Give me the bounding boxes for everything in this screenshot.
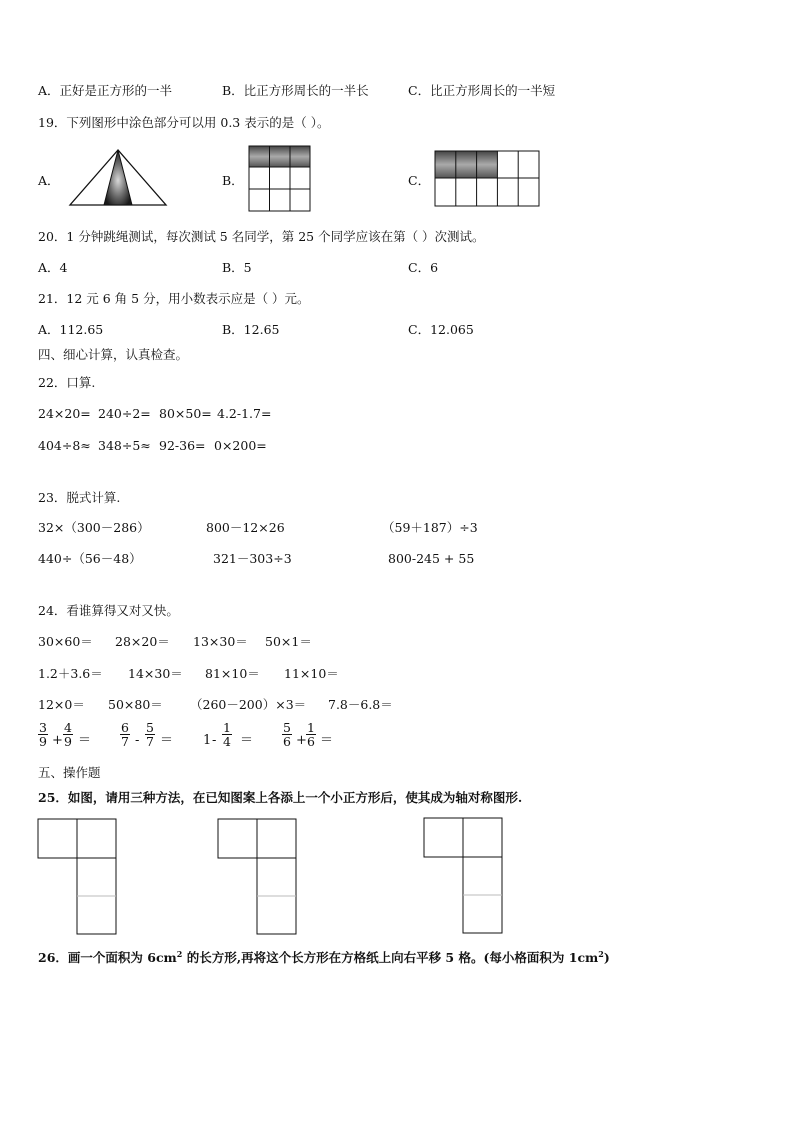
q21-option-c: C．12.065 — [408, 322, 474, 337]
fraction: 5 7 — [146, 720, 154, 749]
q20-option-b: B．5 — [222, 260, 252, 275]
q19-option-b-label: B． — [222, 173, 244, 188]
q21-option-b: B．12.65 — [222, 322, 280, 337]
equals-sign: ＝ — [78, 733, 92, 748]
q18-option-b: B．比正方形周长的一半长 — [222, 83, 369, 98]
q24-item: 81×10＝ — [205, 666, 260, 681]
equals-sign: ＝ — [160, 733, 174, 748]
fraction: 1 6 — [307, 720, 315, 749]
q24-item: 14×30＝ — [128, 666, 183, 681]
q20-option-a: A．4 — [38, 260, 68, 275]
fraction: 5 6 — [283, 720, 291, 749]
q22-item: 348÷5≈ — [98, 438, 151, 453]
q24-item: 50×1＝ — [265, 634, 312, 649]
q24-item: 50×80＝ — [108, 697, 163, 712]
q25-figure-3 — [423, 817, 505, 935]
q24-item: 11×10＝ — [284, 666, 339, 681]
q23-item: 440÷（56－48） — [38, 551, 142, 566]
q24-item: 12×0＝ — [38, 697, 85, 712]
fraction: 3 9 — [39, 720, 47, 749]
q22-item: 92-36= — [159, 438, 206, 453]
q19-stem: 19．下列图形中涂色部分可以用 0.3 表示的是（ ）。 — [38, 115, 330, 130]
q22-item: 404÷8≈ — [38, 438, 91, 453]
fraction: 1 4 — [223, 720, 231, 749]
q24-item: （260－200）×3＝ — [190, 697, 307, 712]
q25-figure-1 — [37, 818, 119, 936]
operator: + — [296, 733, 307, 748]
q18-option-a: A．正好是正方形的一半 — [38, 83, 173, 98]
q19-option-a-label: A． — [38, 173, 60, 188]
q24-item: 7.8－6.8＝ — [328, 697, 393, 712]
equals-sign: ＝ — [320, 733, 334, 748]
q23-item: 800-245 + 55 — [388, 551, 475, 566]
q24-item: 13×30＝ — [193, 634, 248, 649]
q20-option-c: C．6 — [408, 260, 439, 275]
q24-item: 1.2＋3.6＝ — [38, 666, 103, 681]
q23-stem: 23．脱式计算. — [38, 490, 121, 505]
fraction: 4 9 — [64, 720, 72, 749]
q24-item: 28×20＝ — [115, 634, 170, 649]
q23-item: 800－12×26 — [206, 520, 285, 535]
shaded-triangle-figure — [68, 148, 168, 208]
q23-item: 321－303÷3 — [213, 551, 292, 566]
fraction: 6 7 — [121, 720, 129, 749]
q20-stem: 20．1 分钟跳绳测试，每次测试 5 名同学，第 25 个同学应该在第（ ）次测试。 — [38, 229, 485, 244]
q22-stem: 22．口算. — [38, 375, 96, 390]
shaded-grid-3x3-figure — [248, 145, 312, 213]
q21-option-a: A．112.65 — [38, 322, 104, 337]
section-5-heading: 五、操作题 — [38, 765, 101, 780]
q21-stem: 21．12 元 6 角 5 分，用小数表示应是（ ）元。 — [38, 291, 310, 306]
q24-item: 30×60＝ — [38, 634, 93, 649]
operator: - — [135, 733, 140, 748]
whole-number: 1 — [203, 733, 212, 748]
q25-figure-2 — [217, 818, 299, 936]
q19-option-c-label: C． — [408, 173, 431, 188]
operator: + — [52, 733, 63, 748]
q22-item: 240÷2= — [98, 406, 151, 421]
equals-sign: ＝ — [240, 733, 254, 748]
section-4-heading: 四、细心计算，认真检查。 — [38, 347, 189, 362]
shaded-grid-2x5-figure — [434, 150, 540, 208]
q23-item: 32×（300－286） — [38, 520, 150, 535]
q23-item: （59＋187）÷3 — [382, 520, 478, 535]
q24-stem: 24．看谁算得又对又快。 — [38, 603, 179, 618]
q26-stem: 26．画一个面积为 $6cm^2$ 的长方形,再将这个长方形在方格纸上向右平移 5 格。(每小格面积为 $1cm^2$) — [38, 949, 610, 966]
q18-option-c: C．比正方形周长的一半短 — [408, 83, 556, 98]
q22-item: 4.2-1.7= — [217, 406, 272, 421]
q22-item: 24×20= — [38, 406, 91, 421]
q25-stem: 25．如图，请用三种方法，在已知图案上各添上一个小正方形后，使其成为轴对称图形. — [38, 790, 523, 805]
q22-item: 0×200= — [214, 438, 267, 453]
q22-item: 80×50= — [159, 406, 212, 421]
operator: - — [212, 733, 217, 748]
